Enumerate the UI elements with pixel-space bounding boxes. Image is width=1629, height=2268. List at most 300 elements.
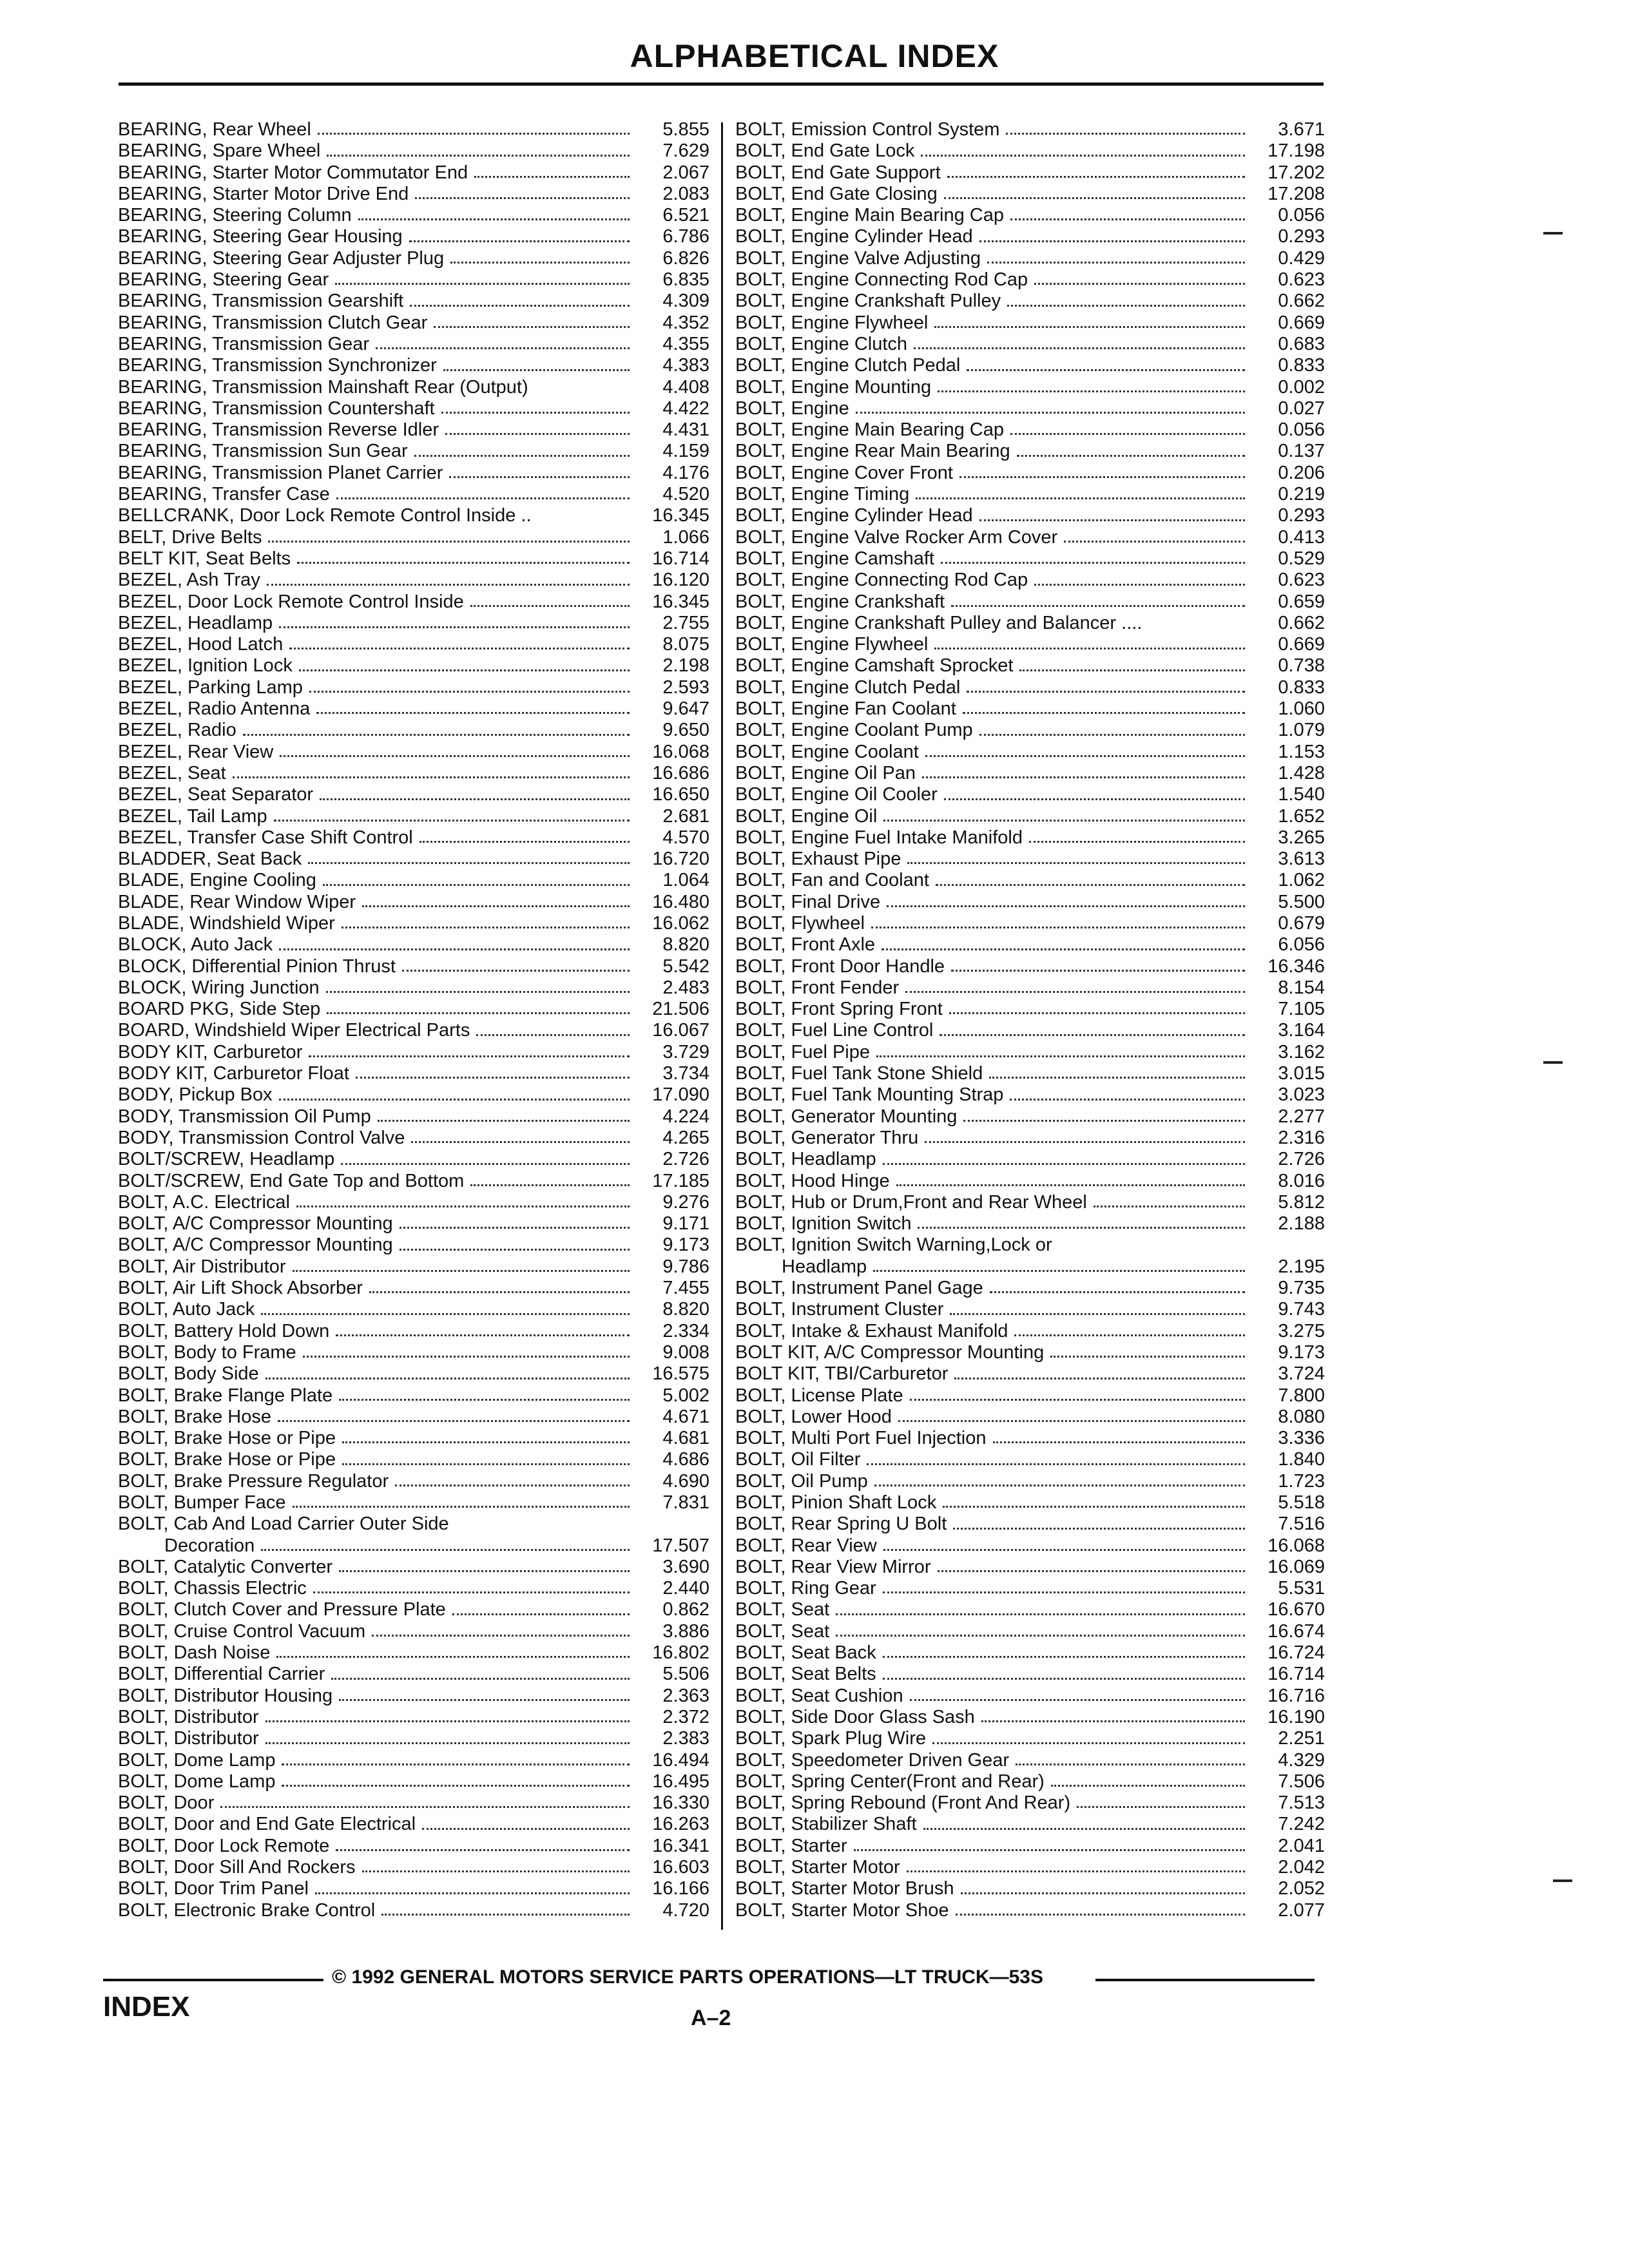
index-entry <box>118 1836 709 1857</box>
entry-page-ref: 3.015 <box>1278 1063 1325 1084</box>
entry-name: BLADE, Windshield Wiper <box>118 912 335 934</box>
dot-leader <box>953 1528 1245 1530</box>
entry-name: BOLT, Differential Carrier <box>118 1664 325 1685</box>
dot-leader <box>265 1720 630 1722</box>
dot-leader <box>339 1399 630 1401</box>
entry-name: BOLT, Starter Motor Shoe <box>735 1899 949 1921</box>
dot-leader <box>316 712 630 714</box>
entry-name: BOLT, Catalytic Converter <box>118 1556 333 1577</box>
index-entry <box>735 913 1325 934</box>
entry-name: BOLT, Cruise Control Vacuum <box>118 1620 366 1642</box>
dot-leader <box>342 927 630 928</box>
dot-leader <box>1014 1334 1245 1336</box>
entry-page-ref: 16.802 <box>652 1642 709 1664</box>
entry-name: BOLT, Dome Lamp <box>118 1771 276 1792</box>
index-entry <box>735 784 1325 805</box>
dot-leader <box>441 412 630 414</box>
index-entry <box>118 720 709 741</box>
index-entry <box>735 377 1325 398</box>
entry-page-ref: 0.293 <box>1278 226 1325 247</box>
index-entry <box>118 1363 709 1385</box>
entry-page-ref: 4.352 <box>662 312 709 333</box>
index-entry <box>118 1514 709 1557</box>
index-entry <box>118 1149 709 1170</box>
entry-page-ref: 16.346 <box>1268 956 1325 977</box>
entry-page-ref: 4.355 <box>662 333 709 354</box>
entry-name: BEARING, Starter Motor Drive End <box>118 183 409 204</box>
entry-name: BOLT, Cab And Load Carrier Outer Side <box>118 1514 449 1535</box>
dot-leader <box>1010 433 1245 435</box>
entry-page-ref: 16.494 <box>652 1749 709 1771</box>
entry-name: BLADE, Rear Window Wiper <box>118 891 356 912</box>
index-entry <box>735 419 1325 441</box>
entry-page-ref: 3.886 <box>662 1620 709 1642</box>
index-entry <box>118 742 709 763</box>
entry-name: BOLT, Auto Jack <box>118 1299 255 1320</box>
entry-name: BOLT, Oil Pump <box>735 1470 868 1492</box>
dot-leader <box>339 1570 630 1572</box>
dot-leader <box>470 605 630 607</box>
dot-leader <box>1034 283 1245 285</box>
entry-page-ref: 3.613 <box>1278 849 1325 870</box>
index-entry <box>118 1686 709 1707</box>
index-entry <box>118 1278 709 1299</box>
index-entry <box>735 1814 1325 1835</box>
entry-name: BOLT, Door and End Gate Electrical <box>118 1814 416 1835</box>
entry-page-ref: 16.190 <box>1268 1706 1325 1727</box>
entry-page-ref: 1.428 <box>1278 762 1325 783</box>
entry-page-ref: 0.833 <box>1278 677 1325 698</box>
entry-name: BEARING, Transmission Gear <box>118 333 369 354</box>
dot-leader <box>910 1399 1245 1401</box>
entry-page-ref: 4.159 <box>662 441 709 462</box>
dot-leader <box>938 1570 1246 1572</box>
index-entry <box>118 1449 709 1470</box>
entry-name: BOARD, Windshield Wiper Electrical Parts <box>118 1020 470 1041</box>
entry-page-ref: 4.681 <box>662 1428 709 1449</box>
entry-page-ref: 16.670 <box>1268 1599 1325 1620</box>
entry-name: BOLT, Engine Fuel Intake Manifold <box>735 827 1023 848</box>
dot-leader <box>470 1184 630 1186</box>
entry-page-ref: 7.506 <box>1278 1771 1325 1792</box>
index-entry <box>735 548 1325 570</box>
index-entry <box>735 849 1325 870</box>
dot-leader <box>315 1892 630 1894</box>
entry-page-ref: 0.056 <box>1278 205 1325 226</box>
entry-page-ref: 16.714 <box>652 548 709 569</box>
entry-page-ref: 0.623 <box>1278 269 1325 291</box>
entry-page-ref: 16.345 <box>652 591 709 612</box>
entry-page-ref: 8.154 <box>1278 977 1325 998</box>
dot-leader <box>378 1120 630 1122</box>
entry-page-ref: 6.835 <box>662 269 709 291</box>
entry-page-ref: 2.363 <box>662 1685 709 1706</box>
entry-name: BOLT, Engine <box>735 398 849 419</box>
entry-name: BEARING, Transmission Clutch Gear <box>118 312 428 333</box>
entry-page-ref: 7.516 <box>1278 1514 1325 1535</box>
entry-name: BEZEL, Parking Lamp <box>118 677 303 698</box>
index-entry <box>118 184 709 205</box>
entry-page-ref: 8.820 <box>662 1299 709 1320</box>
entry-page-ref: 3.336 <box>1278 1428 1325 1449</box>
entry-name: BOLT, Dash Noise <box>118 1642 271 1664</box>
entry-page-ref: 9.743 <box>1278 1299 1325 1320</box>
entry-name: BEARING, Transmission Planet Carrier <box>118 462 443 483</box>
dot-leader <box>1094 1206 1245 1207</box>
entry-name: BEARING, Transfer Case <box>118 484 330 505</box>
index-entry <box>735 1578 1325 1599</box>
entry-page-ref: 0.738 <box>1278 655 1325 677</box>
index-entry <box>118 1857 709 1878</box>
entry-page-ref: 5.500 <box>1278 891 1325 912</box>
index-entry <box>735 655 1325 677</box>
index-entry <box>118 269 709 291</box>
index-entry <box>118 441 709 462</box>
index-entry <box>118 634 709 655</box>
entry-page-ref: 4.686 <box>662 1449 709 1470</box>
dot-leader <box>910 1699 1245 1701</box>
index-entry <box>118 677 709 698</box>
entry-name: BODY, Transmission Oil Pump <box>118 1106 371 1127</box>
entry-name: BOLT, Seat Cushion <box>735 1685 903 1706</box>
dot-leader <box>936 884 1245 886</box>
index-entry <box>735 720 1325 741</box>
entry-page-ref: 7.242 <box>1278 1814 1325 1835</box>
index-entry <box>735 1428 1325 1449</box>
index-entry <box>118 763 709 784</box>
index-entry <box>735 1063 1325 1084</box>
index-entry <box>735 1128 1325 1149</box>
entry-name: BOLT, Exhaust Pipe <box>735 849 901 870</box>
entry-name: BODY KIT, Carburetor Float <box>118 1063 349 1084</box>
entry-page-ref: 16.480 <box>652 891 709 912</box>
entry-name: BOLT, Engine Cylinder Head <box>735 505 973 526</box>
index-entry <box>118 849 709 870</box>
entry-name: BOLT, Brake Flange Plate <box>118 1385 333 1406</box>
index-entry <box>735 977 1325 999</box>
dot-leader <box>409 240 630 242</box>
entry-name: BOLT, Engine Camshaft Sprocket <box>735 655 1014 677</box>
index-entry <box>118 505 709 526</box>
dot-leader <box>1017 455 1245 457</box>
dot-leader <box>265 1378 630 1379</box>
index-entry <box>118 1792 709 1814</box>
dot-leader <box>916 497 1245 499</box>
entry-name: BOLT, Starter Motor <box>735 1857 900 1878</box>
dot-leader <box>243 734 630 736</box>
index-entry <box>735 505 1325 526</box>
dot-leader <box>967 369 1245 371</box>
entry-page-ref: 16.069 <box>1268 1556 1325 1577</box>
entry-name: BOLT, Seat <box>735 1599 830 1620</box>
entry-name: BOLT, Front Axle <box>735 934 876 956</box>
dot-leader <box>327 1012 630 1014</box>
entry-name: BOLT, Rear Spring U Bolt <box>735 1514 947 1535</box>
entry-name: BEZEL, Headlamp <box>118 612 273 633</box>
dot-leader <box>400 1249 630 1251</box>
index-entry <box>735 463 1325 484</box>
index-entry <box>118 1750 709 1771</box>
entry-page-ref: 3.023 <box>1278 1084 1325 1106</box>
index-entry <box>118 463 709 484</box>
entry-name: BOLT, Distributor <box>118 1706 259 1727</box>
dot-leader <box>422 1828 630 1830</box>
entry-name: BEARING, Transmission Countershaft <box>118 398 435 419</box>
entry-name: BOLT, Spring Rebound (Front And Rear) <box>735 1792 1071 1814</box>
entry-name: BOLT, Seat <box>735 1620 830 1642</box>
dot-leader <box>369 1291 630 1293</box>
entry-name: BEARING, Transmission Synchronizer <box>118 355 437 376</box>
entry-name: BELT, Drive Belts <box>118 526 262 548</box>
entry-page-ref: 1.723 <box>1278 1470 1325 1492</box>
index-entry <box>735 1707 1325 1728</box>
index-entry <box>735 1385 1325 1407</box>
entry-name: BOLT, A/C Compressor Mounting <box>118 1213 393 1235</box>
index-entry <box>118 1385 709 1407</box>
entry-name: BEARING, Spare Wheel <box>118 140 321 162</box>
index-entry <box>118 827 709 849</box>
entry-name: BOLT, Instrument Panel Gage <box>735 1278 983 1299</box>
dot-leader <box>854 1849 1245 1851</box>
index-entry <box>118 999 709 1020</box>
index-entry <box>118 1578 709 1599</box>
index-entry <box>735 1149 1325 1170</box>
index-entry <box>118 698 709 720</box>
index-entry <box>118 1407 709 1428</box>
entry-name: BEARING, Starter Motor Commutator End <box>118 162 468 183</box>
entry-page-ref: 4.431 <box>662 419 709 441</box>
entry-page-ref: 0.683 <box>1278 333 1325 354</box>
entry-name: BOLT, Rear View <box>735 1535 877 1556</box>
index-entry <box>735 398 1325 419</box>
entry-page-ref: 6.521 <box>662 205 709 226</box>
entry-page-ref: 4.408 <box>662 376 709 398</box>
dot-leader <box>993 1441 1245 1443</box>
entry-name: BEZEL, Seat Separator <box>118 784 314 805</box>
index-entry <box>735 334 1325 355</box>
index-entry <box>735 763 1325 784</box>
entry-page-ref: 2.755 <box>662 612 709 633</box>
index-entry <box>118 248 709 269</box>
entry-page-ref: 9.171 <box>662 1213 709 1235</box>
index-entry <box>118 355 709 376</box>
entry-page-ref: 8.080 <box>1278 1406 1325 1427</box>
entry-name: BOLT, Speedometer Driven Gear <box>735 1749 1009 1771</box>
index-entry <box>118 1213 709 1235</box>
dot-leader <box>414 455 630 457</box>
entry-name: BOLT, Electronic Brake Control <box>118 1899 376 1921</box>
entry-page-ref: 0.206 <box>1278 462 1325 483</box>
index-entry <box>735 1363 1325 1385</box>
entry-name: BOLT, Front Fender <box>735 977 900 998</box>
entry-name: BOLT, Ignition Switch <box>735 1213 912 1235</box>
entry-name: BOLT, Ignition Switch Warning,Lock or <box>735 1235 1052 1256</box>
entry-name: BOLT, Oil Filter <box>735 1449 861 1470</box>
entry-page-ref: 16.714 <box>1268 1664 1325 1685</box>
dot-leader <box>358 218 630 220</box>
dot-leader <box>1034 584 1245 586</box>
entry-page-ref: 4.383 <box>662 355 709 376</box>
entry-page-ref: 2.067 <box>662 162 709 183</box>
entry-name: BOLT, Fuel Line Control <box>735 1020 934 1041</box>
index-entry <box>118 1771 709 1792</box>
index-entry <box>735 1192 1325 1213</box>
dot-leader <box>883 1549 1245 1551</box>
dot-leader <box>274 820 630 822</box>
index-entry <box>118 613 709 634</box>
entry-name: BOLT, Engine Camshaft <box>735 548 934 569</box>
entry-page-ref: 4.520 <box>662 484 709 505</box>
entry-name: BLADE, Engine Cooling <box>118 870 316 891</box>
entry-page-ref: 3.164 <box>1278 1020 1325 1041</box>
entry-name: BOLT, Clutch Cover and Pressure Plate <box>118 1599 446 1620</box>
entry-page-ref: 0.659 <box>1278 591 1325 612</box>
index-entry <box>118 1235 709 1256</box>
index-entry <box>118 1728 709 1749</box>
dot-leader <box>415 197 630 199</box>
entry-name: BODY, Transmission Control Valve <box>118 1127 405 1148</box>
dot-leader <box>979 519 1245 521</box>
dot-leader <box>474 176 630 178</box>
index-entry <box>118 334 709 355</box>
entry-page-ref: 16.720 <box>652 849 709 870</box>
entry-page-ref: 0.662 <box>1278 612 1325 633</box>
entry-page-ref: 17.090 <box>652 1084 709 1106</box>
dot-leader <box>410 305 630 307</box>
index-entry <box>735 999 1325 1020</box>
entry-page-ref: 4.671 <box>662 1406 709 1427</box>
entry-name: BOLT, Engine Crankshaft Pulley and Balancer .... <box>735 612 1142 633</box>
dot-leader <box>867 1463 1245 1465</box>
entry-name: BOLT, End Gate Closing <box>735 183 938 204</box>
entry-page-ref: 2.726 <box>662 1149 709 1170</box>
entry-name: BEZEL, Rear View <box>118 741 274 762</box>
entry-page-ref: 0.429 <box>1278 247 1325 269</box>
index-entry <box>735 1557 1325 1578</box>
dot-leader <box>445 433 630 435</box>
entry-name: BOLT, Side Door Glass Sash <box>735 1706 975 1727</box>
dot-leader <box>883 1591 1245 1593</box>
entry-page-ref: 1.153 <box>1278 741 1325 762</box>
entry-page-ref: 4.329 <box>1278 1749 1325 1771</box>
entry-name: BOLT, Engine Rear Main Bearing <box>735 441 1010 462</box>
entry-page-ref: 3.265 <box>1278 827 1325 848</box>
entry-name: BOLT, Lower Hood <box>735 1406 892 1427</box>
dot-leader <box>282 1763 630 1765</box>
dot-leader <box>362 905 630 907</box>
dot-leader <box>956 1914 1246 1916</box>
entry-name: BOLT, Door Trim Panel <box>118 1878 309 1899</box>
entry-page-ref: 0.669 <box>1278 312 1325 333</box>
index-entry <box>118 1664 709 1685</box>
dot-leader <box>261 1313 630 1315</box>
entry-name: BOLT, Headlamp <box>735 1149 876 1170</box>
dot-leader <box>402 970 630 972</box>
entry-name-continuation: Decoration <box>164 1535 255 1556</box>
entry-page-ref: 3.734 <box>662 1063 709 1084</box>
index-entry <box>735 934 1325 956</box>
entry-name: BLOCK, Auto Jack <box>118 934 273 956</box>
entry-page-ref: 16.716 <box>1268 1685 1325 1706</box>
entry-name: BOLT, Ring Gear <box>735 1578 876 1599</box>
index-entry <box>735 1321 1325 1342</box>
dot-leader <box>282 1785 630 1787</box>
entry-name: BOLT, Chassis Electric <box>118 1578 307 1599</box>
entry-page-ref: 5.531 <box>1278 1578 1325 1599</box>
entry-name: BOLT, Starter Motor Brush <box>735 1878 954 1899</box>
entry-name: BOLT, Generator Mounting <box>735 1106 958 1127</box>
dot-leader <box>233 776 630 778</box>
dot-leader <box>342 1441 630 1443</box>
entry-name: BOLT, Engine Connecting Rod Cap <box>735 269 1028 291</box>
index-entry <box>735 1299 1325 1320</box>
entry-name: BEARING, Steering Gear Adjuster Plug <box>118 247 445 269</box>
entry-name: BOLT, Front Spring Front <box>735 999 943 1020</box>
dot-leader <box>883 1163 1245 1165</box>
entry-page-ref: 5.812 <box>1278 1191 1325 1213</box>
index-entry <box>735 484 1325 505</box>
index-column-left <box>118 119 709 1921</box>
entry-name: BOLT, Starter <box>735 1835 847 1856</box>
dot-leader <box>940 1034 1245 1036</box>
index-entry <box>735 1792 1325 1814</box>
dot-leader <box>944 197 1245 199</box>
entry-name: BEARING, Rear Wheel <box>118 119 311 140</box>
dot-leader <box>967 691 1245 693</box>
index-entry <box>118 1084 709 1106</box>
entry-page-ref: 9.173 <box>1278 1341 1325 1363</box>
entry-name: BOLT, Engine Flywheel <box>735 634 929 655</box>
entry-page-ref: 5.506 <box>662 1664 709 1685</box>
index-entry <box>735 291 1325 312</box>
entry-name: BOLT, Hub or Drum,Front and Rear Wheel <box>735 1191 1087 1213</box>
index-entry <box>735 441 1325 462</box>
dot-leader <box>949 1012 1245 1014</box>
dot-leader <box>450 262 630 264</box>
dot-leader <box>981 1720 1245 1722</box>
entry-page-ref: 16.603 <box>652 1857 709 1878</box>
entry-name: BEZEL, Door Lock Remote Control Inside <box>118 591 464 612</box>
index-entry <box>735 140 1325 162</box>
entry-name: BOLT, Distributor <box>118 1728 259 1749</box>
entry-page-ref: 9.647 <box>662 698 709 720</box>
index-entry <box>735 248 1325 269</box>
entry-page-ref: 4.224 <box>662 1106 709 1127</box>
entry-name: BOLT, Seat Back <box>735 1642 876 1664</box>
dot-leader <box>918 1227 1245 1229</box>
dot-leader <box>261 1549 630 1551</box>
index-entry <box>118 1642 709 1664</box>
dot-leader <box>279 1099 630 1100</box>
dot-leader <box>327 155 630 157</box>
dot-leader <box>381 1914 630 1916</box>
index-entry <box>735 119 1325 140</box>
entry-page-ref: 17.208 <box>1268 183 1325 204</box>
entry-page-ref: 0.529 <box>1278 548 1325 569</box>
entry-name: BOLT, Engine Clutch Pedal <box>735 355 961 376</box>
dot-leader <box>1010 218 1245 220</box>
index-entry <box>735 1235 1325 1278</box>
entry-page-ref: 3.729 <box>662 1041 709 1062</box>
entry-name: BOLT, Fan and Coolant <box>735 870 929 891</box>
footer-copyright: © 1992 GENERAL MOTORS SERVICE PARTS OPERATIONS—LT TRUCK—53S <box>332 1966 1043 1988</box>
entry-page-ref: 17.507 <box>652 1535 709 1556</box>
dot-leader <box>979 240 1245 242</box>
dot-leader <box>280 755 630 757</box>
entry-name: BOLT, Brake Hose or Pipe <box>118 1428 336 1449</box>
entry-name: BOLT, End Gate Support <box>735 162 941 183</box>
entry-page-ref: 7.105 <box>1278 999 1325 1020</box>
